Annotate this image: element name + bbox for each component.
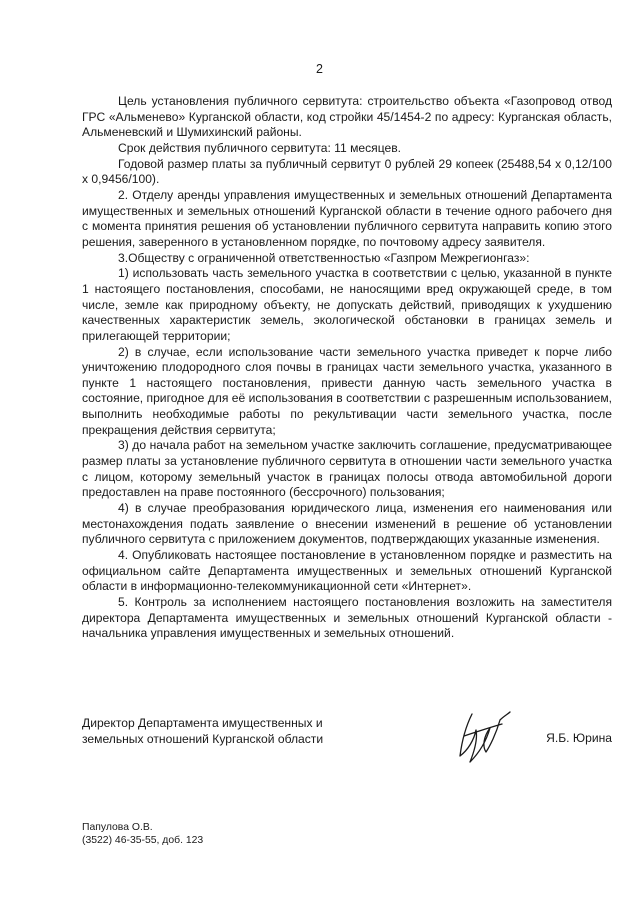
paragraph-item-2: 2. Отделу аренды управления имущественных и земельных отношений Департамента имущественных и земельных отношений Курганской области в течение одного рабочего дня с момента принятия решения об установлении публичного сервитута направить копию этого решения, заверенного в установленном порядке, по почтовому адресу заявителя. — [82, 187, 612, 249]
paragraph-item-3-1: 1) использовать часть земельного участка в соответствии с целью, указанной в пункте 1 настоящего постановления, способами, не наносящими вред окружающей среде, в том числе, земле как природному объекту, не допускать действий, приводящих к ухудшению качественных характеристик земель, экологической обстановки в границах земель и прилегающей территории; — [82, 266, 612, 343]
paragraph-servitude-term: Срок действия публичного сервитута: 11 месяцев. — [118, 140, 402, 155]
signature-block — [82, 716, 612, 776]
signatory-title-line-1: Директор Департамента имущественных и — [82, 716, 323, 730]
footer-contact — [82, 821, 203, 847]
paragraph-item-3-4: 4) в случае преобразования юридического лица, изменения его наименования или местонахождения подать заявление о внесении изменений в решение об установлении публичного сервитута с приложением документов, подтверждающих указанные изменения. — [82, 501, 612, 547]
paragraph-item-3-2: 2) в случае, если использование части земельного участка приведет к порче либо уничтожению плодородного слоя почвы в границах части земельного участка, указанного в пункте 1 настоящего постановления, привести данную часть земельного участка в состояние, пригодное для её использования в соответствии с разрешенным использованием, выполнить необходимые работы по рекультивации части земельного участка, после прекращения действия сервитута; — [82, 344, 612, 437]
signatory-title — [82, 716, 402, 748]
handwritten-signature — [454, 706, 514, 768]
paragraph-annual-fee: Годовой размер платы за публичный сервитут 0 рублей 29 копеек (25488,54 х 0,12/100 х 0,9456/100). — [82, 156, 612, 187]
signatory-name: Я.Б. Юрина — [546, 731, 612, 745]
signatory-title-line-2: земельных отношений Курганской области — [82, 731, 324, 746]
paragraph-item-4: 4. Опубликовать настоящее постановление в установленном порядке и разместить на официальном сайте Департамента имущественных и земельных отношений Курганской области в информационно-телекоммуникационной сети «Интернет». — [82, 548, 612, 594]
paragraph-item-3: 3.Обществу с ограниченной ответственностью «Газпром Межрегионгаз»: — [118, 250, 530, 265]
paragraph-servitude-purpose: Цель установления публичного сервитута: строительство объекта «Газопровод отвод ГРС «Альменево» Курганской области, код стройки 45/1454-2 по адресу: Курганская область, Альменевский и Шумихинский районы. — [82, 94, 612, 140]
paragraph-item-5: 5. Контроль за исполнением настоящего постановления возложить на заместителя директора Департамента имущественных и земельных отношений Курганской области - начальника управления имущественных и земельных отношений. — [82, 595, 612, 641]
page-number: 2 — [316, 62, 323, 76]
document-body — [82, 94, 612, 642]
paragraph-item-3-3: 3) до начала работ на земельном участке заключить соглашение, предусматривающее размер платы за установление публичного сервитута в отношении части земельного участка с лицом, которому земельный участок в границах полосы отвода автомобильной дороги предоставлен на праве постоянного (бессрочного) пользования; — [82, 438, 612, 500]
footer-author: Папулова О.В. — [82, 822, 153, 833]
footer-phone: (3522) 46-35-55, доб. 123 — [82, 835, 204, 846]
